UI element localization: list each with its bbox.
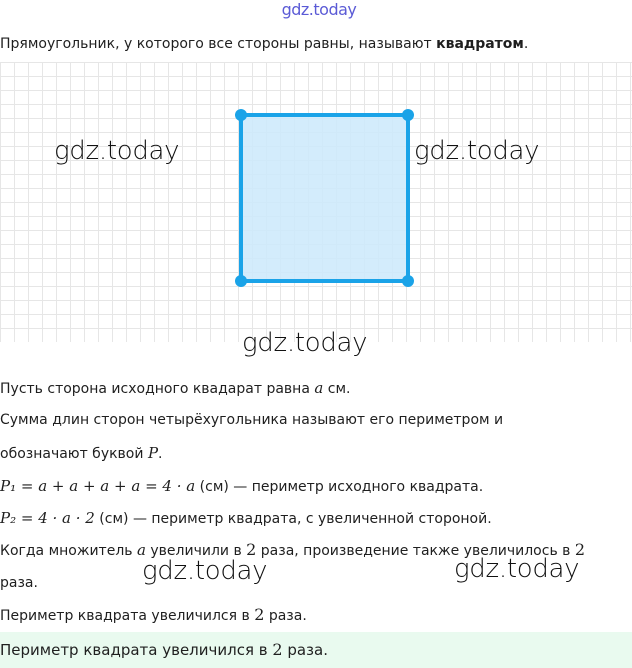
vertex-top-left xyxy=(235,109,247,121)
answer-num: 2 xyxy=(272,640,283,659)
line-side-text: Пусть сторона исходного квадарат равна xyxy=(0,381,315,397)
line-side-end: см. xyxy=(323,381,351,397)
watermark-center: gdz.today xyxy=(242,328,368,358)
square xyxy=(241,115,408,281)
answer-box xyxy=(0,632,632,668)
conclusion-text-a: Периметр квадрата увеличился в xyxy=(0,608,255,624)
text-p1: (см) — периметр исходного квадрата. xyxy=(195,479,484,495)
line-perimeter-def: Сумма длин сторон четырёхугольника называют его периметром и xyxy=(0,412,504,428)
grid-figure xyxy=(0,62,632,342)
mult-text-c: раза, произведение также увеличилось в xyxy=(256,543,575,559)
var-P: P xyxy=(147,444,159,462)
line-letter-text: обозначают буквой xyxy=(0,446,148,462)
definition-text xyxy=(0,34,528,54)
definition-main: Прямоугольник, у которого все стороны равны, называют xyxy=(0,36,437,52)
watermark-bottom-left: gdz.today xyxy=(142,556,268,586)
line-p2 xyxy=(0,508,492,529)
num-2: 2 xyxy=(246,540,257,559)
conclusion-num: 2 xyxy=(254,605,265,624)
num-2b: 2 xyxy=(574,540,586,559)
line-letter-end: . xyxy=(158,446,163,462)
watermark-right: gdz.today xyxy=(414,136,540,166)
mult-text-a: Когда множитель xyxy=(0,543,137,559)
line-conclusion xyxy=(0,605,307,626)
answer-text-a: Периметр квадрата увеличился в xyxy=(0,641,273,659)
watermark-left: gdz.today xyxy=(54,136,180,166)
var-a: a xyxy=(314,379,324,397)
formula-p1: P₁ = a + a + a + a = 4 · a xyxy=(0,477,196,495)
top-watermark: gdz.today xyxy=(281,0,357,19)
vertex-bottom-right xyxy=(402,275,414,287)
line-p1 xyxy=(0,476,483,497)
line-side xyxy=(0,378,350,399)
watermark-bottom-right: gdz.today xyxy=(454,554,580,584)
vertex-bottom-left xyxy=(235,275,247,287)
definition-end: . xyxy=(523,36,529,52)
var-a-2: a xyxy=(136,541,146,559)
line-perimeter-letter xyxy=(0,443,162,464)
vertex-top-right xyxy=(402,109,414,121)
definition-bold: квадратом xyxy=(436,36,524,52)
mult-text-b: увеличили в xyxy=(145,543,247,559)
text-p2: (см) — периметр квадрата, с увеличенной стороной. xyxy=(94,511,492,527)
line-times: раза. xyxy=(0,575,38,591)
conclusion-text-b: раза. xyxy=(264,608,307,624)
square-figure xyxy=(0,62,632,342)
formula-p2: P₂ = 4 · a · 2 xyxy=(0,509,95,527)
answer-text-b: раза. xyxy=(282,641,328,659)
